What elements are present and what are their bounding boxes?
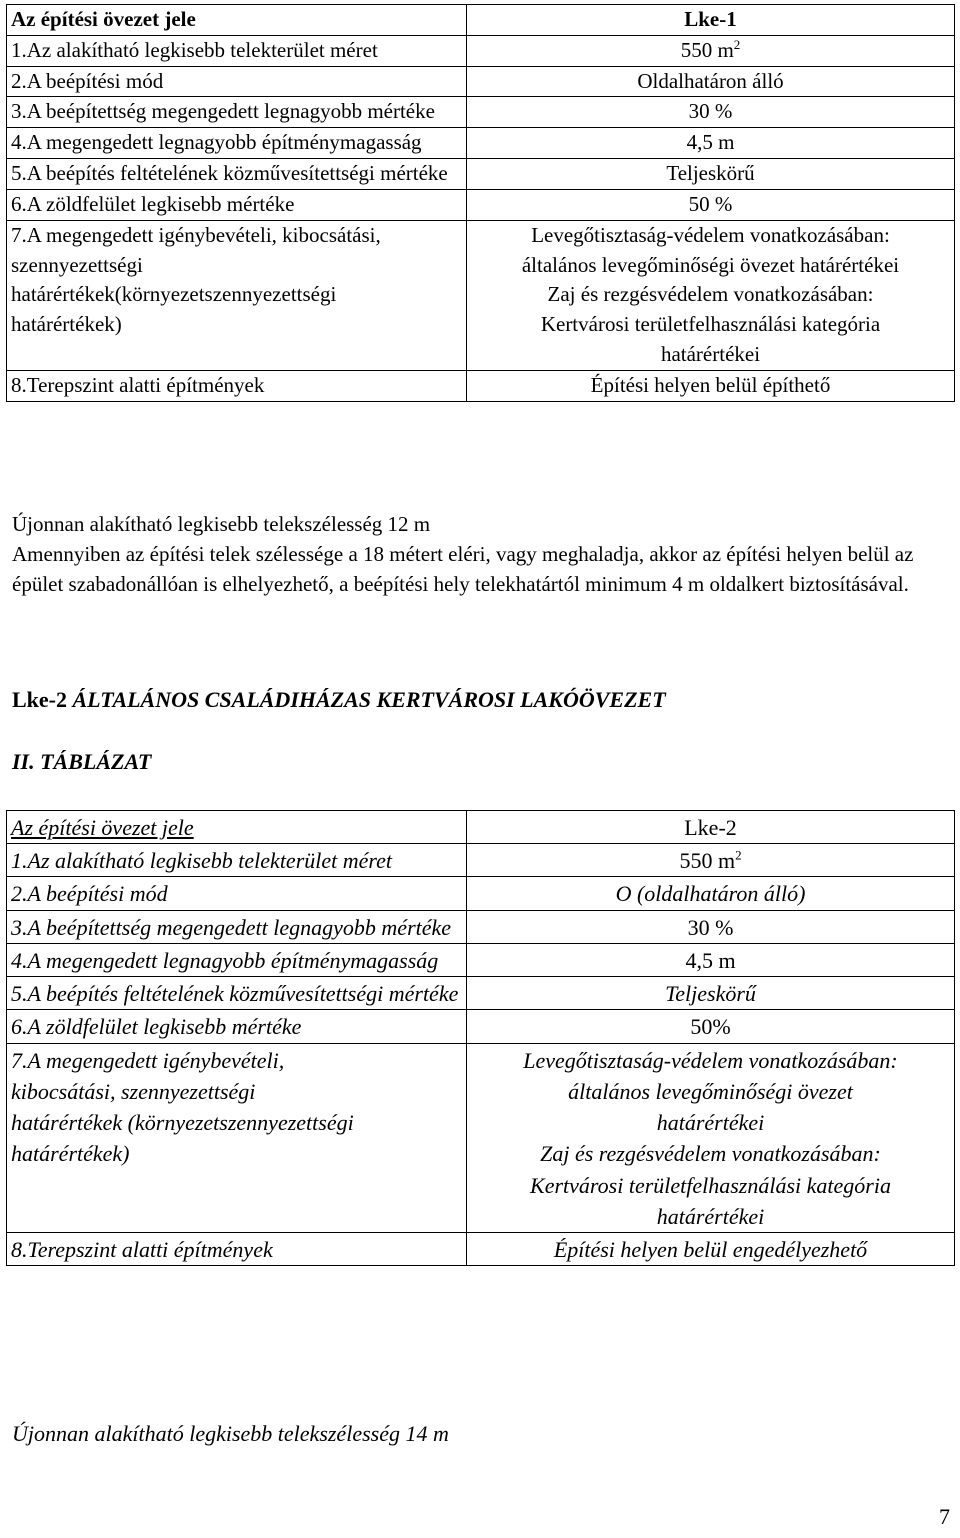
table-row: [7, 220, 955, 370]
row-label: 3.A beépítettség megengedett legnagyobb mértéke: [7, 910, 467, 943]
table-header-row: [7, 811, 955, 844]
zone-table-lke1: [6, 4, 955, 402]
table-row: [7, 844, 955, 877]
row-value-line: Zaj és rezgésvédelem vonatkozásában:: [547, 282, 874, 307]
row-value-line: Kertvárosi területfelhasználási kategória: [540, 312, 881, 337]
table-row: [7, 370, 955, 401]
zone-code-value: Lke-2: [467, 811, 955, 844]
table-title: II. TÁBLÁZAT: [12, 749, 152, 774]
row-value: Teljeskörű: [467, 159, 955, 190]
row-value-line: Levegőtisztaság-védelem vonatkozásában:: [531, 222, 890, 247]
row-label: 4.A megengedett legnagyobb építménymagasság: [7, 943, 467, 976]
row-label: [7, 220, 467, 370]
row-value: Teljeskörű: [467, 977, 955, 1010]
row-value: Építési helyen belül engedélyezhető: [467, 1233, 955, 1266]
row-label: 6.A zöldfelület legkisebb mértéke: [7, 189, 467, 220]
row-value-line: Zaj és rezgésvédelem vonatkozásában:: [540, 1141, 881, 1167]
table-row: [7, 66, 955, 97]
zone-code-label: Az építési övezet jele: [7, 811, 467, 844]
row-label: 8.Terepszint alatti építmények: [7, 370, 467, 401]
rule-paragraph: Amennyiben az építési telek szélessége a 18 métert eléri, vagy meghaladja, akkor az építési helyen belül az épület szabadonállóan is elhelyezhető, a beépítési hely telekhatártól minimum 4 m oldalkert biztosításával.: [12, 542, 914, 596]
table-row: [7, 877, 955, 910]
section-heading: [12, 684, 666, 715]
zone-title: ÁLTALÁNOS CSALÁDIHÁZAS KERTVÁROSI LAKÓÖVEZET: [72, 687, 666, 712]
row-label: 3.A beépítettség megengedett legnagyobb mértéke: [7, 97, 467, 128]
row-label-line: határértékek): [11, 1141, 130, 1167]
row-label-line: kibocsátási, szennyezettségi: [11, 1078, 256, 1104]
page-number: 7: [939, 1503, 950, 1529]
row-value-line: általános levegőminőségi övezet határértékei: [521, 252, 900, 277]
row-value: 50%: [467, 1010, 955, 1043]
row-value-text: 550 m: [680, 37, 734, 62]
min-plot-width-text: Újonnan alakítható legkisebb telekszélesség 12 m: [12, 512, 431, 536]
row-label: 5.A beépítés feltételének közművesítettségi mértéke: [7, 977, 467, 1010]
row-label: 4.A megengedett legnagyobb építménymagasság: [7, 128, 467, 159]
table-row: [7, 1233, 955, 1266]
row-label: 8.Terepszint alatti építmények: [7, 1233, 467, 1266]
row-label: 1.Az alakítható legkisebb telekterület méret: [7, 844, 467, 877]
row-label: 1.Az alakítható legkisebb telekterület méret: [7, 35, 467, 66]
row-value: [467, 35, 955, 66]
row-label-line: 7.A megengedett igénybevételi, kibocsátási,: [11, 222, 381, 247]
table-row: [7, 97, 955, 128]
row-value: O (oldalhatáron álló): [467, 877, 955, 910]
row-label: [7, 1043, 467, 1232]
table-row: [7, 128, 955, 159]
zone-code-label: Az építési övezet jele: [7, 5, 467, 36]
row-value-superscript: 2: [735, 847, 742, 863]
zone-code: Lke-2: [12, 687, 73, 712]
row-value-line: határértékei: [660, 341, 761, 366]
min-plot-width-text: Újonnan alakítható legkisebb telekszélesség 14 m: [12, 1421, 449, 1446]
row-value: Építési helyen belül építhető: [467, 370, 955, 401]
row-label-line: határértékek(környezetszennyezettségi: [11, 282, 337, 307]
row-value: 30 %: [467, 910, 955, 943]
table-row: [7, 977, 955, 1010]
row-value-line: határértékei: [656, 1110, 765, 1136]
row-value-line: Levegőtisztaság-védelem vonatkozásában:: [523, 1047, 898, 1073]
row-value: [467, 220, 955, 370]
table-row: [7, 35, 955, 66]
row-value: Oldalhatáron álló: [467, 66, 955, 97]
table-row: [7, 943, 955, 976]
row-value: [467, 844, 955, 877]
row-value: 30 %: [467, 97, 955, 128]
row-label: 5.A beépítés feltételének közművesítettségi mértéke: [7, 159, 467, 190]
table-row: [7, 189, 955, 220]
row-label-line: szennyezettségi: [11, 252, 143, 277]
row-label-line: határértékek): [11, 312, 122, 337]
row-label: 2.A beépítési mód: [7, 66, 467, 97]
row-label: 6.A zöldfelület legkisebb mértéke: [7, 1010, 467, 1043]
row-label-line: határértékek (környezetszennyezettségi: [11, 1110, 354, 1136]
row-label: 2.A beépítési mód: [7, 877, 467, 910]
row-value: 4,5 m: [467, 128, 955, 159]
row-value: [467, 1043, 955, 1232]
table-header-row: [7, 5, 955, 36]
row-value: 50 %: [467, 189, 955, 220]
zone-code-value: Lke-1: [467, 5, 955, 36]
row-label-line: 7.A megengedett igénybevételi,: [11, 1047, 285, 1073]
zone-table-lke2: [6, 810, 955, 1266]
row-value-line: határértékei: [656, 1203, 765, 1229]
row-value-text: 550 m: [679, 848, 736, 874]
table-row: [7, 159, 955, 190]
row-value-line: általános levegőminőségi övezet: [568, 1078, 853, 1104]
table-row: [7, 1043, 955, 1232]
table-row: [7, 1010, 955, 1043]
row-value-line: Kertvárosi területfelhasználási kategória: [530, 1172, 891, 1198]
table-row: [7, 910, 955, 943]
row-value: 4,5 m: [467, 943, 955, 976]
row-value-superscript: 2: [733, 36, 741, 52]
